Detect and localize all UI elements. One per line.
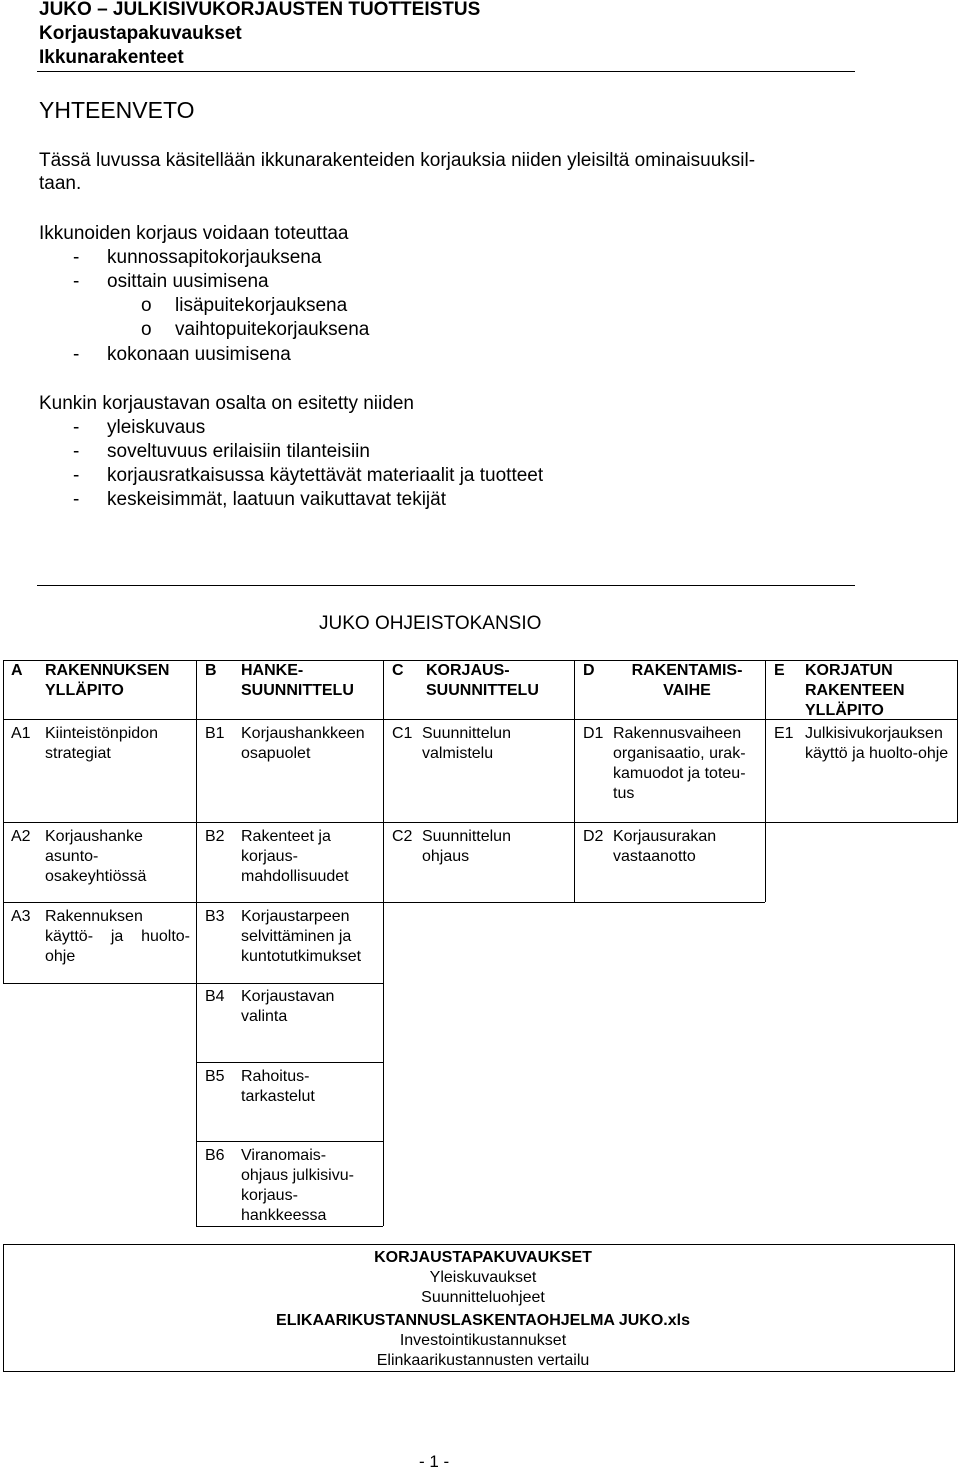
item-text: Viranomais-ohjaus julkisivu-korjaus-hankkeessa (241, 1147, 354, 1224)
item-code: A2 (11, 828, 31, 845)
item-code: E1 (774, 725, 794, 742)
item-text: Rakennusvaiheen organisaatio, urak-kamuodot ja toteu-tus (613, 725, 746, 802)
list-bullet: - (73, 417, 80, 438)
column-title: HANKE-SUUNNITTELU (241, 662, 354, 699)
item-code: C1 (392, 725, 413, 742)
folder-title: JUKO OHJEISTOKANSIO (319, 613, 542, 634)
list-bullet: - (73, 465, 80, 486)
list-item: vaihtopuitekorjauksena (175, 319, 370, 340)
item-text: Korjaushanke asunto-osakeyhtiössä (45, 828, 147, 885)
list-item: korjausratkaisussa käytettävät materiaalit ja tuotteet (107, 465, 544, 486)
item-code: B6 (205, 1147, 225, 1164)
page-number: - 1 - (419, 1452, 450, 1471)
list-bullet: - (73, 247, 80, 268)
list-item: soveltuvuus erilaisiin tilanteisiin (107, 441, 370, 462)
column-code: E (774, 662, 785, 679)
header-rule (37, 71, 855, 72)
item-code: B3 (205, 908, 225, 925)
table-border (957, 660, 958, 822)
header-title: JUKO – JULKISIVUKORJAUSTEN TUOTTEISTUS (39, 0, 481, 20)
item-code: D1 (583, 725, 604, 742)
table-border (574, 660, 575, 902)
list-bullet: - (73, 489, 80, 510)
section-rule (37, 585, 855, 586)
item-text: Rakennuksen käyttö- ja huolto-ohje (45, 908, 190, 965)
list-bullet: - (73, 271, 80, 292)
column-code: B (205, 662, 217, 679)
item-text: Rakenteet ja korjaus-mahdollisuudet (241, 828, 349, 885)
column-code: C (392, 662, 404, 679)
list-item: osittain uusimisena (107, 271, 269, 292)
item-text: Korjausurakan vastaanotto (613, 828, 717, 865)
item-text: Kiinteistönpidon strategiat (45, 725, 158, 762)
table-border (765, 660, 766, 902)
table-border (196, 660, 197, 1226)
list-item: kunnossapitokorjauksena (107, 247, 322, 268)
item-text: Suunnittelun valmistelu (422, 725, 511, 762)
bottom-box-line: Investointikustannukset (399, 1332, 567, 1349)
item-text: Korjaushankkeen osapuolet (241, 725, 365, 762)
list-bullet: - (73, 344, 80, 365)
table-border (383, 660, 384, 1226)
item-code: B1 (205, 725, 225, 742)
item-code: B2 (205, 828, 225, 845)
presented-lead: Kunkin korjaustavan osalta on esitetty niiden (39, 393, 414, 414)
intro-line-1: Tässä luvussa käsitellään ikkunarakenteiden korjauksia niiden yleisiltä ominaisuuksil- (39, 150, 756, 171)
intro-line-2: taan. (39, 173, 82, 194)
item-code: C2 (392, 828, 413, 845)
column-code: D (583, 662, 595, 679)
list-bullet: o (141, 295, 152, 316)
table-border (3, 660, 4, 983)
list-item: lisäpuitekorjauksena (175, 295, 348, 316)
item-code: B5 (205, 1068, 225, 1085)
bottom-box-line: Suunnitteluohjeet (421, 1289, 545, 1306)
list-item: keskeisimmät, laatuun vaikuttavat tekijät (107, 489, 446, 510)
bottom-box-title: ELIKAARIKUSTANNUSLASKENTAOHJELMA JUKO.xls (276, 1312, 690, 1329)
item-code: B4 (205, 988, 225, 1005)
list-bullet: o (141, 319, 152, 340)
item-code: D2 (583, 828, 604, 845)
bottom-box-line: Yleiskuvaukset (429, 1269, 537, 1286)
list-item: yleiskuvaus (107, 417, 206, 438)
column-title: KORJAUS-SUUNNITTELU (426, 662, 539, 699)
item-text: Korjaustavan valinta (241, 988, 335, 1025)
bottom-box-title: KORJAUSTAPAKUVAUKSET (374, 1249, 592, 1266)
table-border (3, 822, 958, 823)
column-title: RAKENNUKSEN YLLÄPITO (45, 662, 170, 699)
table-border (196, 1141, 383, 1142)
column-title: KORJATUN RAKENTEEN YLLÄPITO (805, 662, 905, 719)
item-text: Julkisivukorjauksen käyttö ja huolto-ohje (805, 725, 949, 762)
header-subtitle: Korjaustapakuvaukset (39, 23, 242, 44)
bottom-box-line: Elinkaarikustannusten vertailu (376, 1352, 590, 1369)
repair-lead: Ikkunoiden korjaus voidaan toteuttaa (39, 223, 349, 244)
item-text: Rahoitus-tarkastelut (241, 1068, 315, 1105)
item-code: A3 (11, 908, 31, 925)
column-code: A (11, 662, 23, 679)
item-text: Suunnittelun ohjaus (422, 828, 511, 865)
column-title: RAKENTAMIS-VAIHE (631, 662, 743, 699)
table-border (3, 902, 765, 903)
table-border (196, 1226, 383, 1227)
item-text: Korjaustarpeen selvittäminen ja kuntotutkimukset (241, 908, 362, 965)
table-border (3, 983, 383, 984)
list-bullet: - (73, 441, 80, 462)
table-border (196, 1062, 383, 1063)
summary-heading: YHTEENVETO (39, 97, 195, 123)
header-section: Ikkunarakenteet (39, 47, 184, 68)
item-code: A1 (11, 725, 31, 742)
list-item: kokonaan uusimisena (107, 344, 291, 365)
